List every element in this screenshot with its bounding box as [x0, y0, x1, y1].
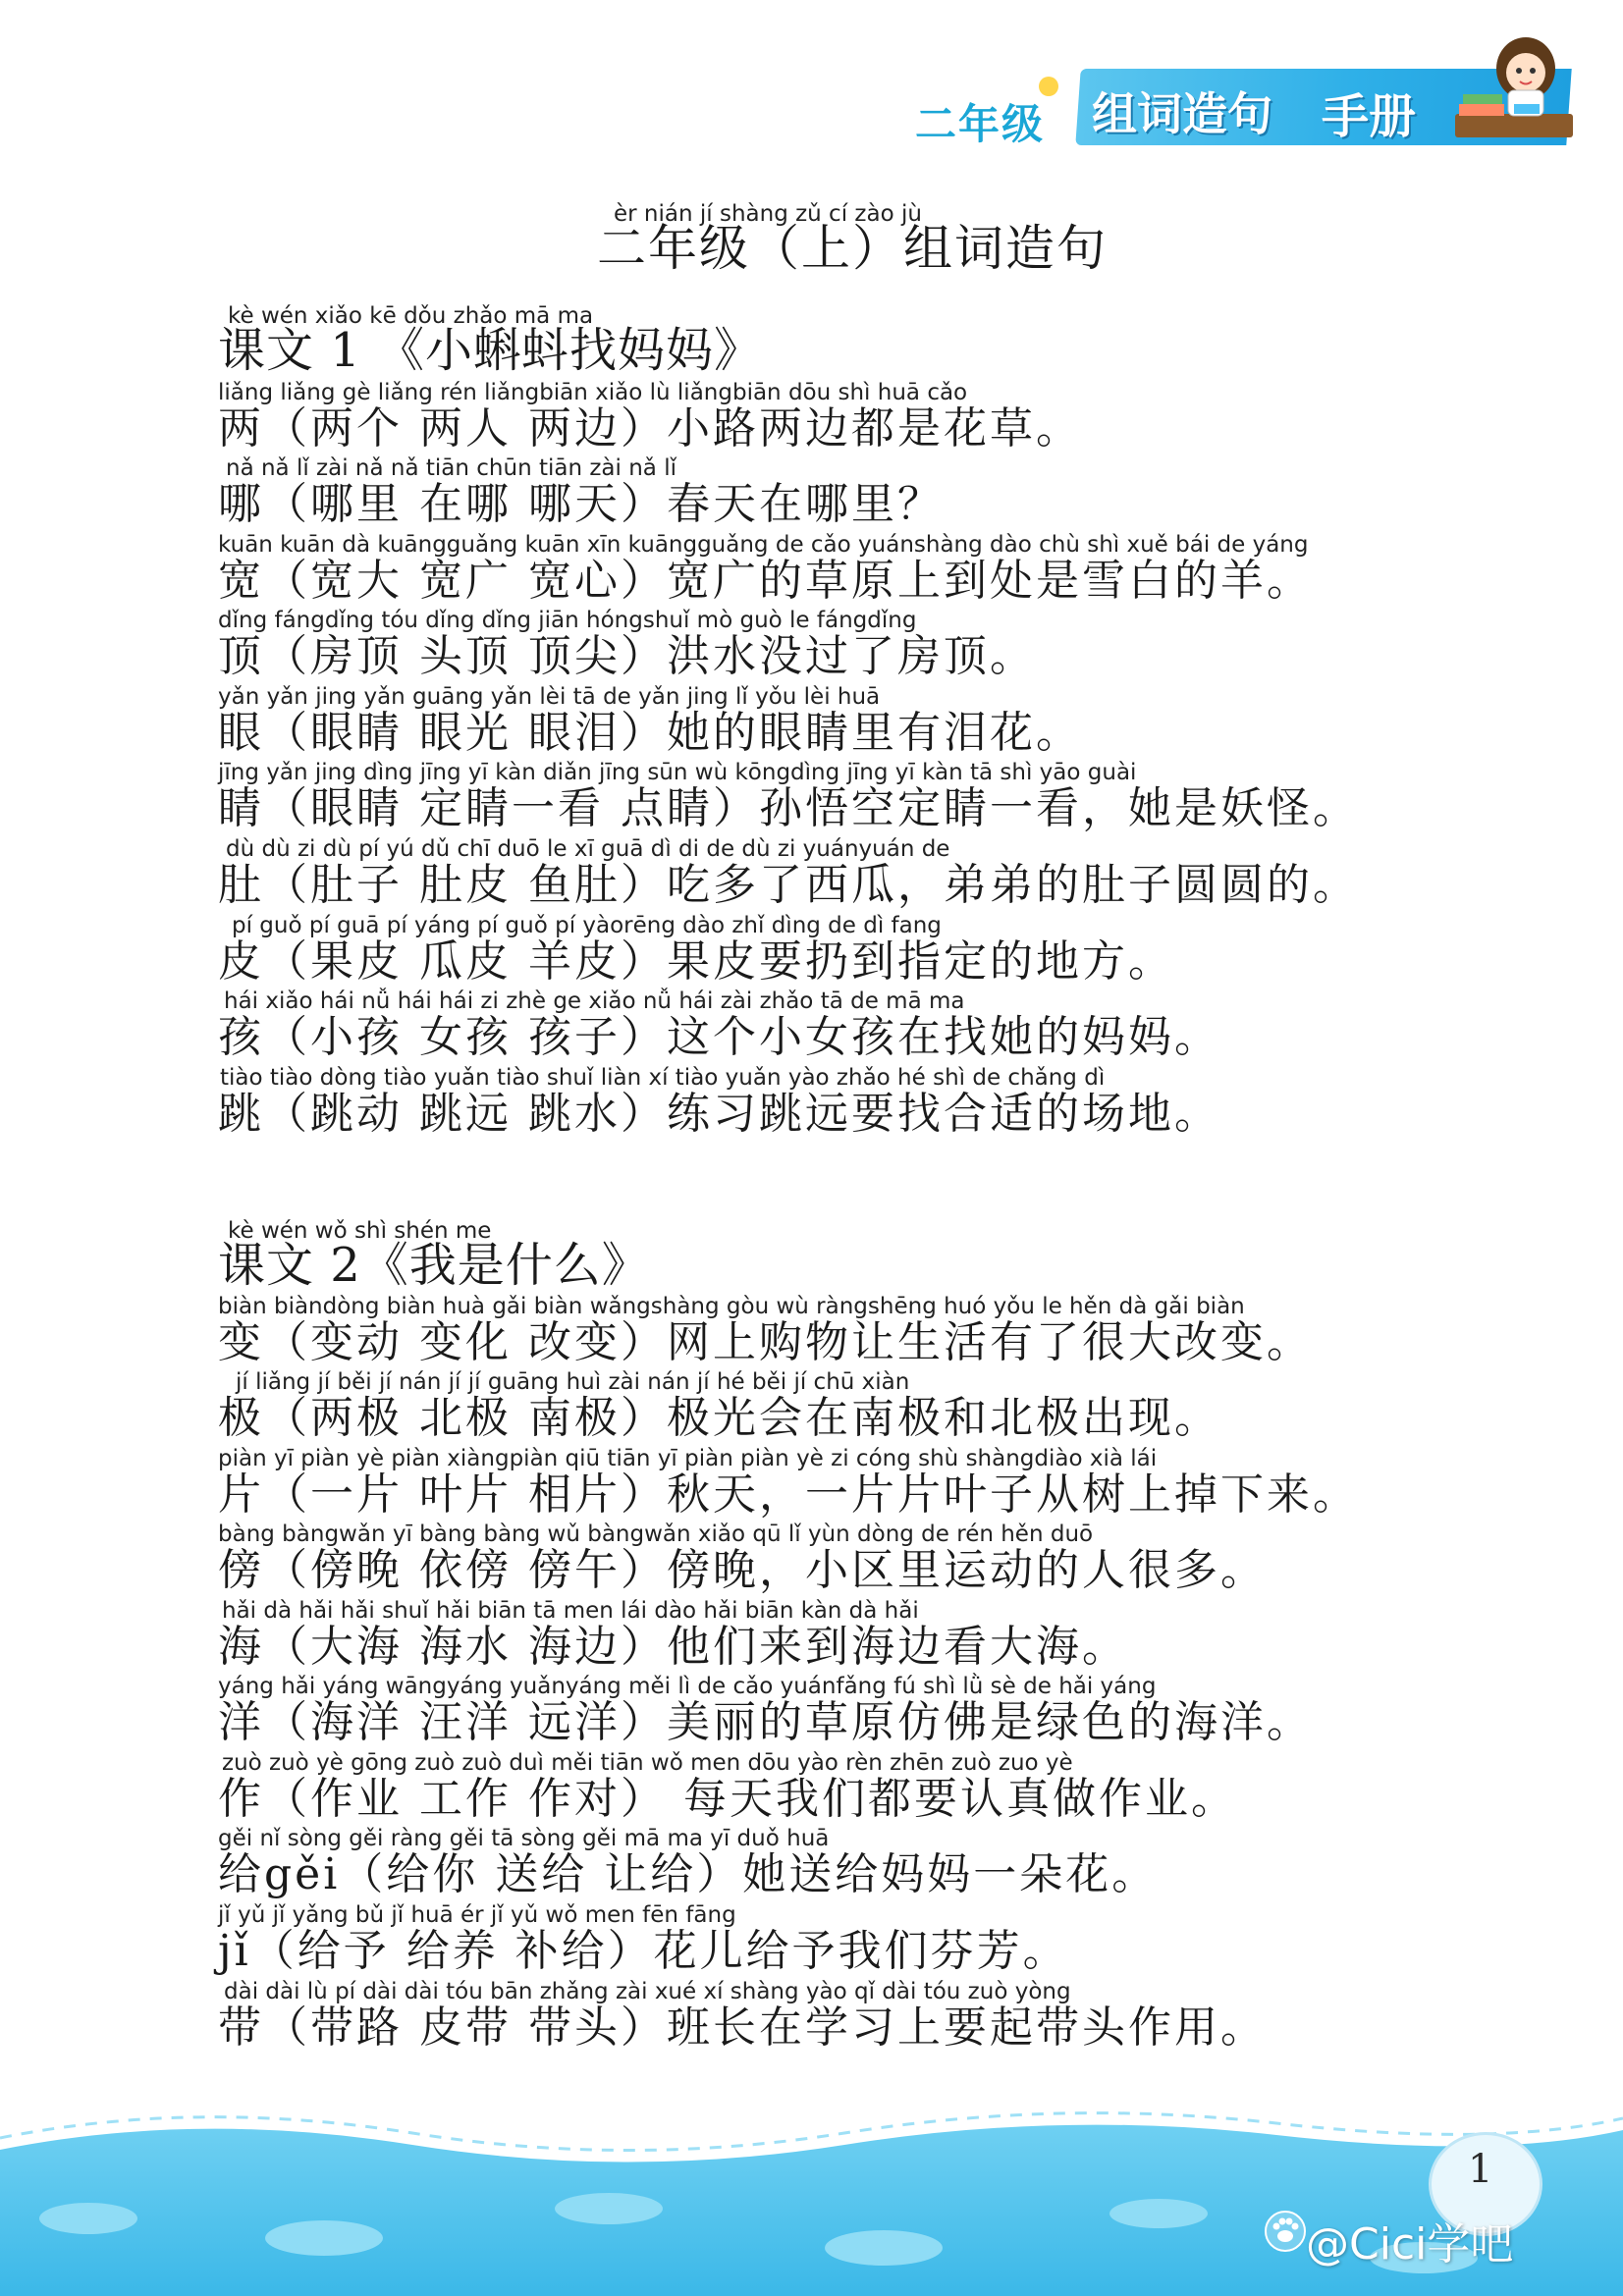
line-pinyin: pí guǒ pí guā pí yáng pí guǒ pí yàorēng dào zhǐ dìng de dì fang: [232, 913, 942, 938]
line-pinyin: hǎi dà hǎi hǎi shuǐ hǎi biān tā men lái dào hǎi biān kàn dà hǎi: [222, 1598, 919, 1624]
line-text: jǐ（给予 给养 补给）花儿给予我们芬芳。: [218, 1926, 1069, 1976]
line-pinyin: yáng hǎi yáng wāngyáng yuǎnyáng měi lì de cǎo yuánfǎng fú shì lǜ sè de hǎi yáng: [218, 1674, 1157, 1699]
line-text: 跳（跳动 跳远 跳水）练习跳远要找合适的场地。: [218, 1089, 1220, 1139]
line-text: 哪（哪里 在哪 哪天）春天在哪里？: [218, 479, 944, 529]
watermark: @Cici学吧: [1306, 2219, 1514, 2269]
line-text: 作（作业 工作 作对） 每天我们都要认真做作业。: [218, 1774, 1237, 1824]
line-text: 洋（海洋 汪洋 远洋）美丽的草原仿佛是绿色的海洋。: [218, 1697, 1313, 1747]
line-pinyin: jīng yǎn jing dìng jīng yī kàn diǎn jīng sūn wù kōngdìng jīng yī kàn tā shì yāo guài: [218, 760, 1137, 785]
page-number: 1: [1468, 2147, 1493, 2192]
line-pinyin: piàn yī piàn yè piàn xiàngpiàn qiū tiān yī piàn piàn yè zi cóng shù shàngdiào xià lái: [218, 1446, 1158, 1471]
line-pinyin: dù dù zi dù pí yú dǔ chī duō le xī guā dì di de dù zi yuányuán de: [226, 836, 950, 862]
line-text: 片（一片 叶片 相片）秋天，一片片叶子从树上掉下来。: [218, 1469, 1359, 1520]
title-pinyin: èr nián jí shàng zǔ cí zào jù: [614, 201, 922, 227]
lesson-title-pinyin: kè wén xiǎo kē dǒu zhǎo mā ma: [228, 303, 594, 329]
lesson-title: 课文 1 《小蝌蚪找妈妈》: [218, 323, 763, 378]
line-pinyin: hái xiǎo hái nǚ hái hái zi zhè ge xiǎo nǚ hái zài zhǎo tā de mā ma: [224, 988, 965, 1014]
lightbulb-icon: [1039, 77, 1058, 96]
line-text: 海（大海 海水 海边）他们来到海边看大海。: [218, 1622, 1128, 1672]
lesson-title: 课文 2《我是什么》: [218, 1238, 650, 1293]
line-pinyin: yǎn yǎn jing yǎn guāng yǎn lèi tā de yǎn jing lǐ yǒu lèi huā: [218, 684, 881, 710]
line-text: 孩（小孩 女孩 孩子）这个小女孩在找她的妈妈。: [218, 1012, 1220, 1062]
line-pinyin: dǐng fángdǐng tóu dǐng dǐng jiān hóngshuǐ mò guò le fángdǐng: [218, 608, 917, 633]
line-pinyin: tiào tiào dòng tiào yuǎn tiào shuǐ liàn xí tiào yuǎn yào zhǎo hé shì de chǎng dì: [220, 1065, 1106, 1091]
header-grade: 二年级: [915, 100, 1046, 148]
page-title: 二年级（上）组词造句: [597, 220, 1108, 277]
line-text: 两（两个 两人 两边）小路两边都是花草。: [218, 403, 1082, 454]
line-pinyin: gěi nǐ sòng gěi ràng gěi tā sòng gěi mā ma yī duǒ huā: [218, 1826, 830, 1851]
line-pinyin: biàn biàndòng biàn huà gǎi biàn wǎngshàng gòu wù ràngshēng huó yǒu le hěn dà gǎi biàn: [218, 1294, 1245, 1319]
line-pinyin: dài dài lù pí dài dài tóu bān zhǎng zài xué xí shàng yào qǐ dài tóu zuò yòng: [224, 1979, 1071, 2004]
line-pinyin: bàng bàngwǎn yī bàng bàng wǔ bàngwǎn xiǎo qū lǐ yùn dòng de rén hěn duō: [218, 1522, 1094, 1547]
line-text: 宽（宽大 宽广 宽心）宽广的草原上到处是雪白的羊。: [218, 556, 1313, 606]
line-text: 肚（肚子 肚皮 鱼肚）吃多了西瓜，弟弟的肚子圆圆的。: [218, 860, 1359, 910]
line-text: 顶（房顶 头顶 顶尖）洪水没过了房顶。: [218, 631, 1036, 681]
line-text: 极（两极 北极 南极）极光会在南极和北极出现。: [218, 1393, 1220, 1443]
line-pinyin: nǎ nǎ lǐ zài nǎ nǎ tiān chūn tiān zài nǎ lǐ: [226, 455, 676, 481]
line-text: 变（变动 变化 改变）网上购物让生活有了很大改变。: [218, 1317, 1313, 1367]
lesson-title-pinyin: kè wén wǒ shì shén me: [228, 1218, 492, 1244]
line-text: 睛（眼睛 定睛一看 点睛）孙悟空定睛一看，她是妖怪。: [218, 783, 1359, 833]
line-text: 傍（傍晚 依傍 傍午）傍晚，小区里运动的人很多。: [218, 1545, 1267, 1595]
line-text: 给gěi（给你 送给 让给）她送给妈妈一朵花。: [218, 1849, 1159, 1899]
line-pinyin: liǎng liǎng gè liǎng rén liǎngbiān xiǎo lù liǎngbiān dōu shì huā cǎo: [218, 380, 968, 405]
header-word-zucizaoju: 组词造句: [1092, 87, 1272, 140]
line-text: 带（带路 皮带 带头）班长在学习上要起带头作用。: [218, 2002, 1267, 2053]
line-pinyin: jǐ yǔ jǐ yǎng bǔ jǐ huā ér jǐ yǔ wǒ men fēn fāng: [218, 1902, 736, 1928]
line-text: 眼（眼睛 眼光 眼泪）她的眼睛里有泪花。: [218, 708, 1082, 758]
line-pinyin: jí liǎng jí běi jí nán jí jí guāng huì zài nán jí hé běi jí chū xiàn: [236, 1369, 910, 1395]
header-word-shouce: 手册: [1322, 89, 1417, 144]
line-text: 皮（果皮 瓜皮 羊皮）果皮要扔到指定的地方。: [218, 936, 1174, 987]
paw-logo-icon: [1265, 2211, 1306, 2252]
line-pinyin: zuò zuò yè gōng zuò zuò duì měi tiān wǒ men dōu yào rèn zhēn zuò zuo yè: [222, 1750, 1073, 1776]
girl-reading-illustration-icon: [1435, 29, 1573, 147]
line-pinyin: kuān kuān dà kuāngguǎng kuān xīn kuāngguǎng de cǎo yuánshàng dào chù shì xuě bái de yáng: [218, 532, 1309, 558]
